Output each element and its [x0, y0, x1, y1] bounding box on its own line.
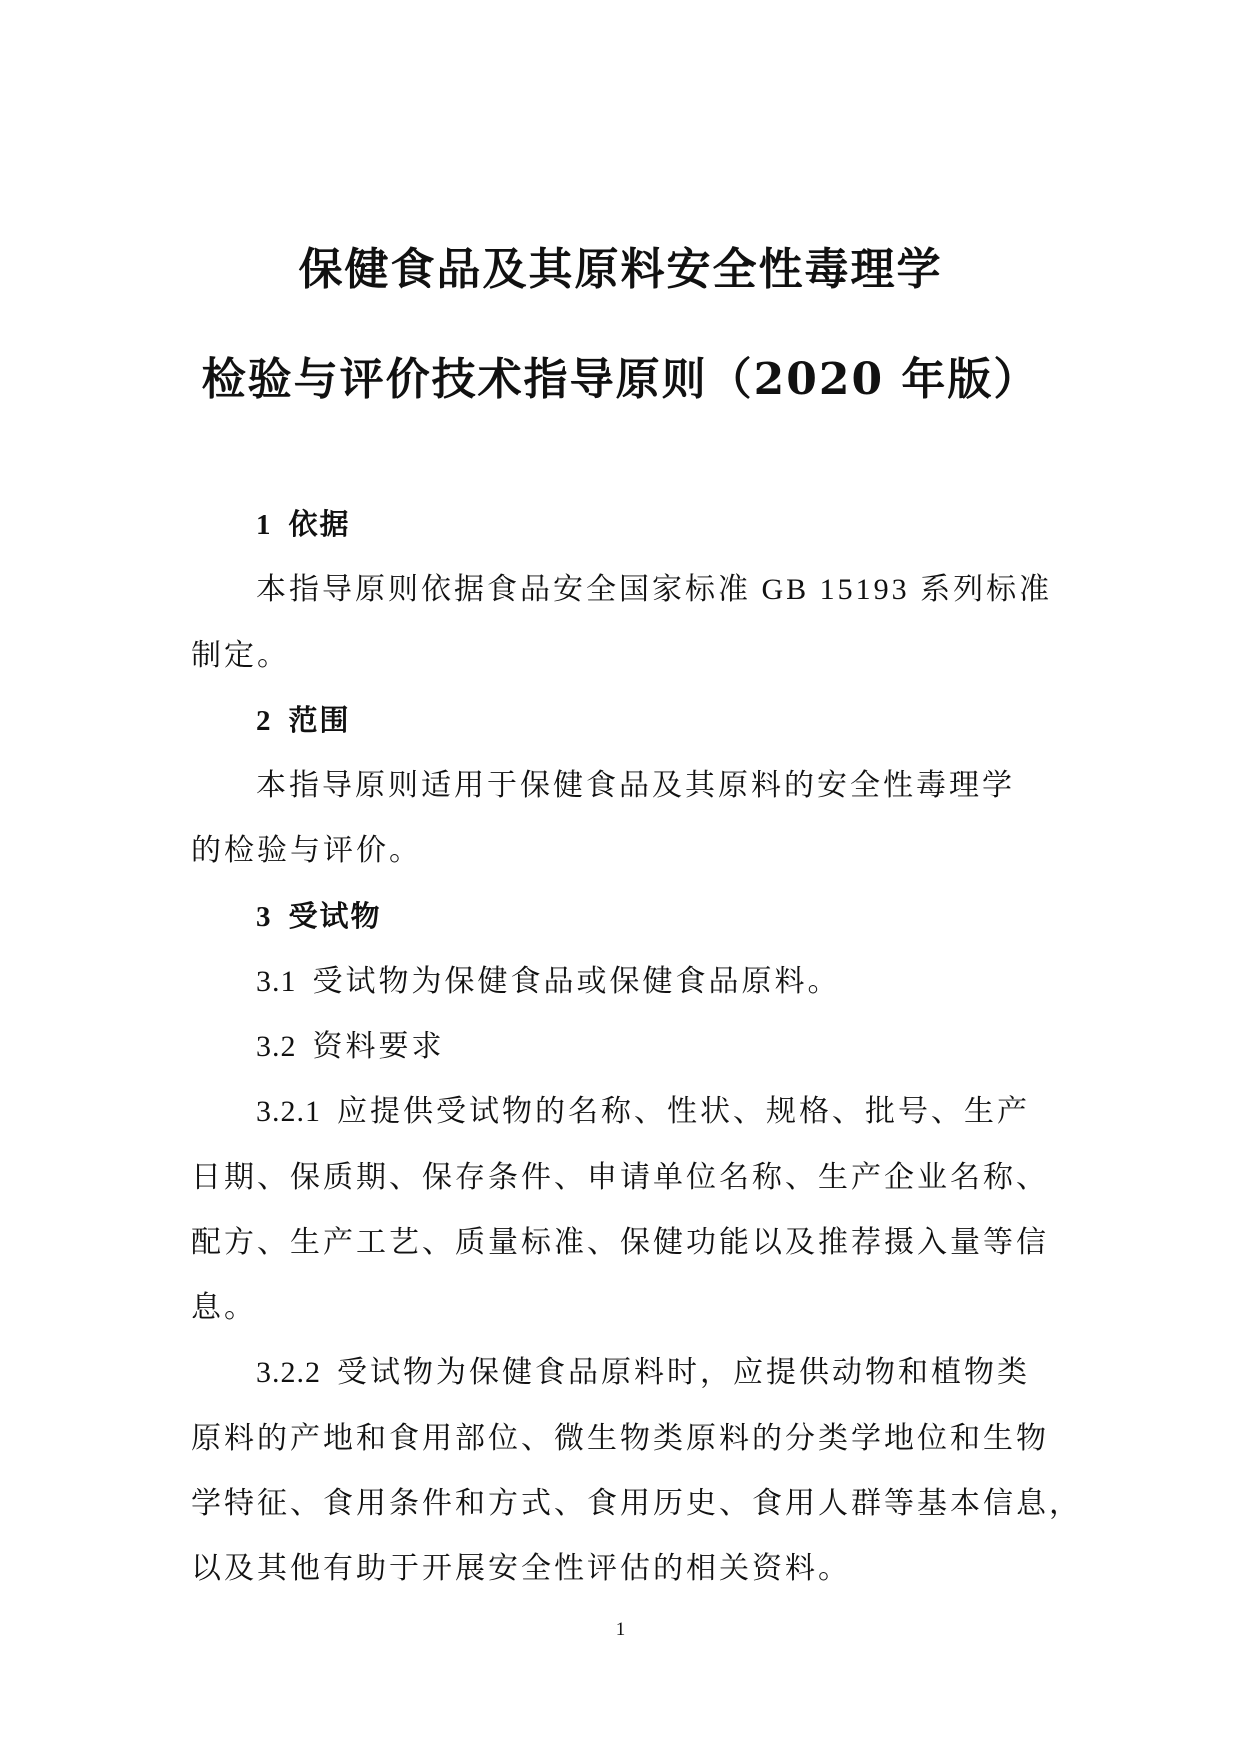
- clause-3-1: [191, 949, 1171, 1014]
- document-body: [191, 492, 1171, 1601]
- section-title: 受试物: [288, 898, 382, 933]
- paragraph-line: 应提供受试物的名称、性状、规格、批号、生产: [337, 1095, 1030, 1129]
- paragraph-line: 日期、保质期、保存条件、申请单位名称、生产企业名称、: [191, 1160, 1049, 1194]
- paragraph-line: 受试物为保健食品原料时，应提供动物和植物类: [337, 1356, 1030, 1390]
- clause-number: 3.2.1: [256, 1095, 321, 1129]
- paragraph-line: 配方、生产工艺、质量标准、保健功能以及推荐摄入量等信: [191, 1225, 1049, 1259]
- section-number: 2: [256, 704, 273, 737]
- paragraph-line: 的检验与评价。: [191, 834, 422, 868]
- section-heading-2: [191, 688, 1171, 753]
- title-line-1: 保健食品及其原料安全性毒理学: [298, 244, 943, 295]
- paragraph-line: 学特征、食用条件和方式、食用历史、食用人群等基本信息，: [191, 1486, 1082, 1520]
- section-heading-1: [191, 492, 1171, 557]
- title-line-2: 检验与评价技术指导原则（2020 年版）: [201, 354, 1040, 405]
- section-title: 依据: [288, 507, 351, 541]
- paragraph-line: 以及其他有助于开展安全性评估的相关资料。: [191, 1552, 851, 1585]
- clause-3-2-2: [191, 1340, 1171, 1405]
- paragraph-line: 息。: [191, 1291, 257, 1324]
- clause-3-2-1: [191, 1079, 1171, 1144]
- section-title: 范围: [288, 702, 351, 737]
- section-number: 1: [256, 509, 273, 541]
- section-heading-3: [191, 884, 1171, 949]
- paragraph-line: 受试物为保健食品或保健食品原料。: [312, 964, 841, 998]
- page-number: 1: [615, 1619, 626, 1640]
- clause-number: 3.2.2: [256, 1356, 321, 1390]
- paragraph-line: 原料的产地和食用部位、微生物类原料的分类学地位和生物: [191, 1421, 1049, 1455]
- section-number: 3: [256, 900, 273, 933]
- paragraph-line: 本指导原则依据食品安全国家标准 GB 15193 系列标准: [256, 573, 1053, 607]
- paragraph-line: 制定。: [191, 638, 290, 672]
- clause-number: 3.2: [256, 1030, 297, 1063]
- paragraph-line: 资料要求: [312, 1030, 445, 1063]
- clause-number: 3.1: [256, 964, 297, 998]
- document-title: [0, 215, 1241, 435]
- paragraph-line: 本指导原则适用于保健食品及其原料的安全性毒理学: [256, 769, 1015, 802]
- clause-3-2: [191, 1014, 1171, 1079]
